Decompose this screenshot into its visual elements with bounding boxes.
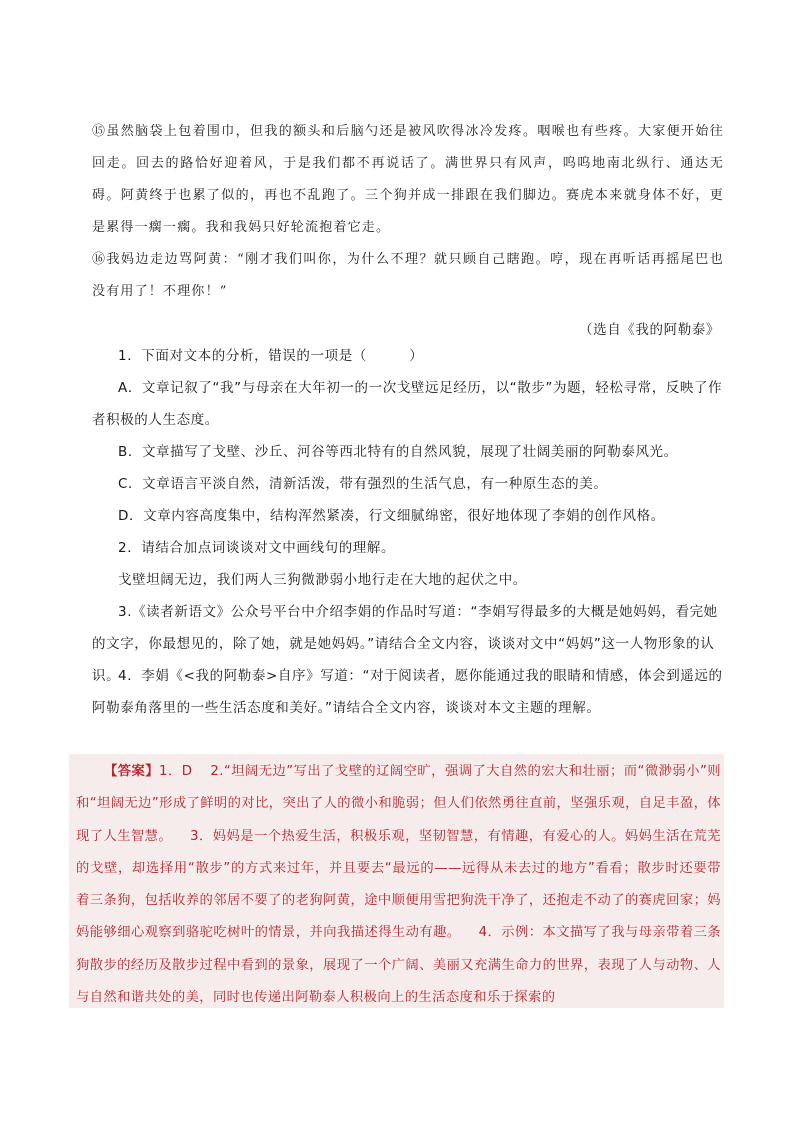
question-4: 4．李娟《<我的阿勒泰>自序》写道：“对于阅读者，愿你能通过我的眼睛和情感，体会到遥远的阿勒泰角落里的一些生活态度和美好。”请结合全文内容，谈谈对本文主题的理解。 xyxy=(92,668,723,716)
option-b: B．文章描写了戈壁、沙丘、河谷等西北特有的自然风貌，展现了壮阔美丽的阿勒泰风光。 xyxy=(118,444,678,460)
question-3: 3.《读者新语文》公众号平台中介绍李娟的作品时写道：“李娟写得最多的大概是她妈妈，看完她的文字，你最想见的，除了她，就是她妈妈。”请结合全文内容，谈谈对文中“妈妈”这一人物形象的认识。 xyxy=(92,604,718,684)
answer-text xyxy=(76,756,721,1014)
passage-paragraph-15: ⑮虽然脑袋上包着围巾，但我的额头和后脑勺还是被风吹得冰冷发疼。咽喉也有些疼。大家便开始往回走。回去的路恰好迎着风，于是我们都不再说话了。满世界只有风声，呜呜地南北纵行、通达无碍。阿黄终于也累了似的，再也不乱跑了。三个狗并成一排跟在我们脚边。赛虎本来就身体不好，更是累得一瘸一瘸。我和我妈只好轮流抱着它走。 xyxy=(92,124,724,235)
answer-1: 1．D xyxy=(159,764,193,779)
option-a: A．文章记叙了“我”与母亲在大年初一的一次戈壁远足经历，以“散步”为题，轻松寻常，反映了作者积极的人生态度。 xyxy=(92,380,723,428)
passage-source: （选自《我的阿勒泰》 xyxy=(579,322,720,338)
answer-4: 4．示例：本文描写了我与母亲带着三条狗散步的经历及散步过程中看到的景象，展现了一个广阔、美丽又充满生命力的世界，表现了人与动物、人与自然和谐共处的美，同时也传递出阿勒泰人积极向上的生活态度和乐于探索的 xyxy=(76,925,721,1006)
question-2: 2．请结合加点词谈谈对文中画线句的理解。 xyxy=(118,540,396,556)
question-2-quoted-line: 戈壁坦阔无边，我们两人三狗微渺弱小地行走在大地的起伏之中。 xyxy=(118,572,527,588)
question-1: 1．下面对文本的分析，错误的一项是（ ） xyxy=(118,348,424,364)
passage-paragraph-16: ⑯我妈边走边骂阿黄：“刚才我们叫你，为什么不理？就只顾自己瞎跑。哼，现在再听话再摇尾巴也没有用了！不理你！” xyxy=(92,252,724,299)
answer-tag: 【答案】 xyxy=(104,764,160,779)
option-c: C．文章语言平淡自然，清新活泼，带有强烈的生活气息，有一种原生态的美。 xyxy=(118,476,608,492)
answer-2: 2.“坦阔无边”写出了戈壁的辽阔空旷，强调了大自然的宏大和壮丽；而“微渺弱小”则和“坦阔无边”形成了鲜明的对比，突出了人的微小和脆弱；但人们依然勇往直前，坚强乐观，自足丰盈，体现了人生智慧。 xyxy=(76,764,721,844)
answer-3: 3．妈妈是一个热爱生活，积极乐观，坚韧智慧，有情趣，有爱心的人。妈妈生活在荒芜的戈壁，却选择用“散步”的方式来过年，并且要去“最远的——远得从未去过的地方”看看；散步时还要带着三条狗，包括收养的邻居不要了的老狗阿黄，途中顺便用雪把狗洗干净了，还抱走不动了的赛虎回家；妈妈能够细心观察到骆驼吃树叶的情景，并向我描述得生动有趣。 xyxy=(76,828,721,941)
option-d: D．文章内容高度集中，结构浑然紧凑，行文细腻绵密，很好地体现了李娟的创作风格。 xyxy=(118,508,665,524)
